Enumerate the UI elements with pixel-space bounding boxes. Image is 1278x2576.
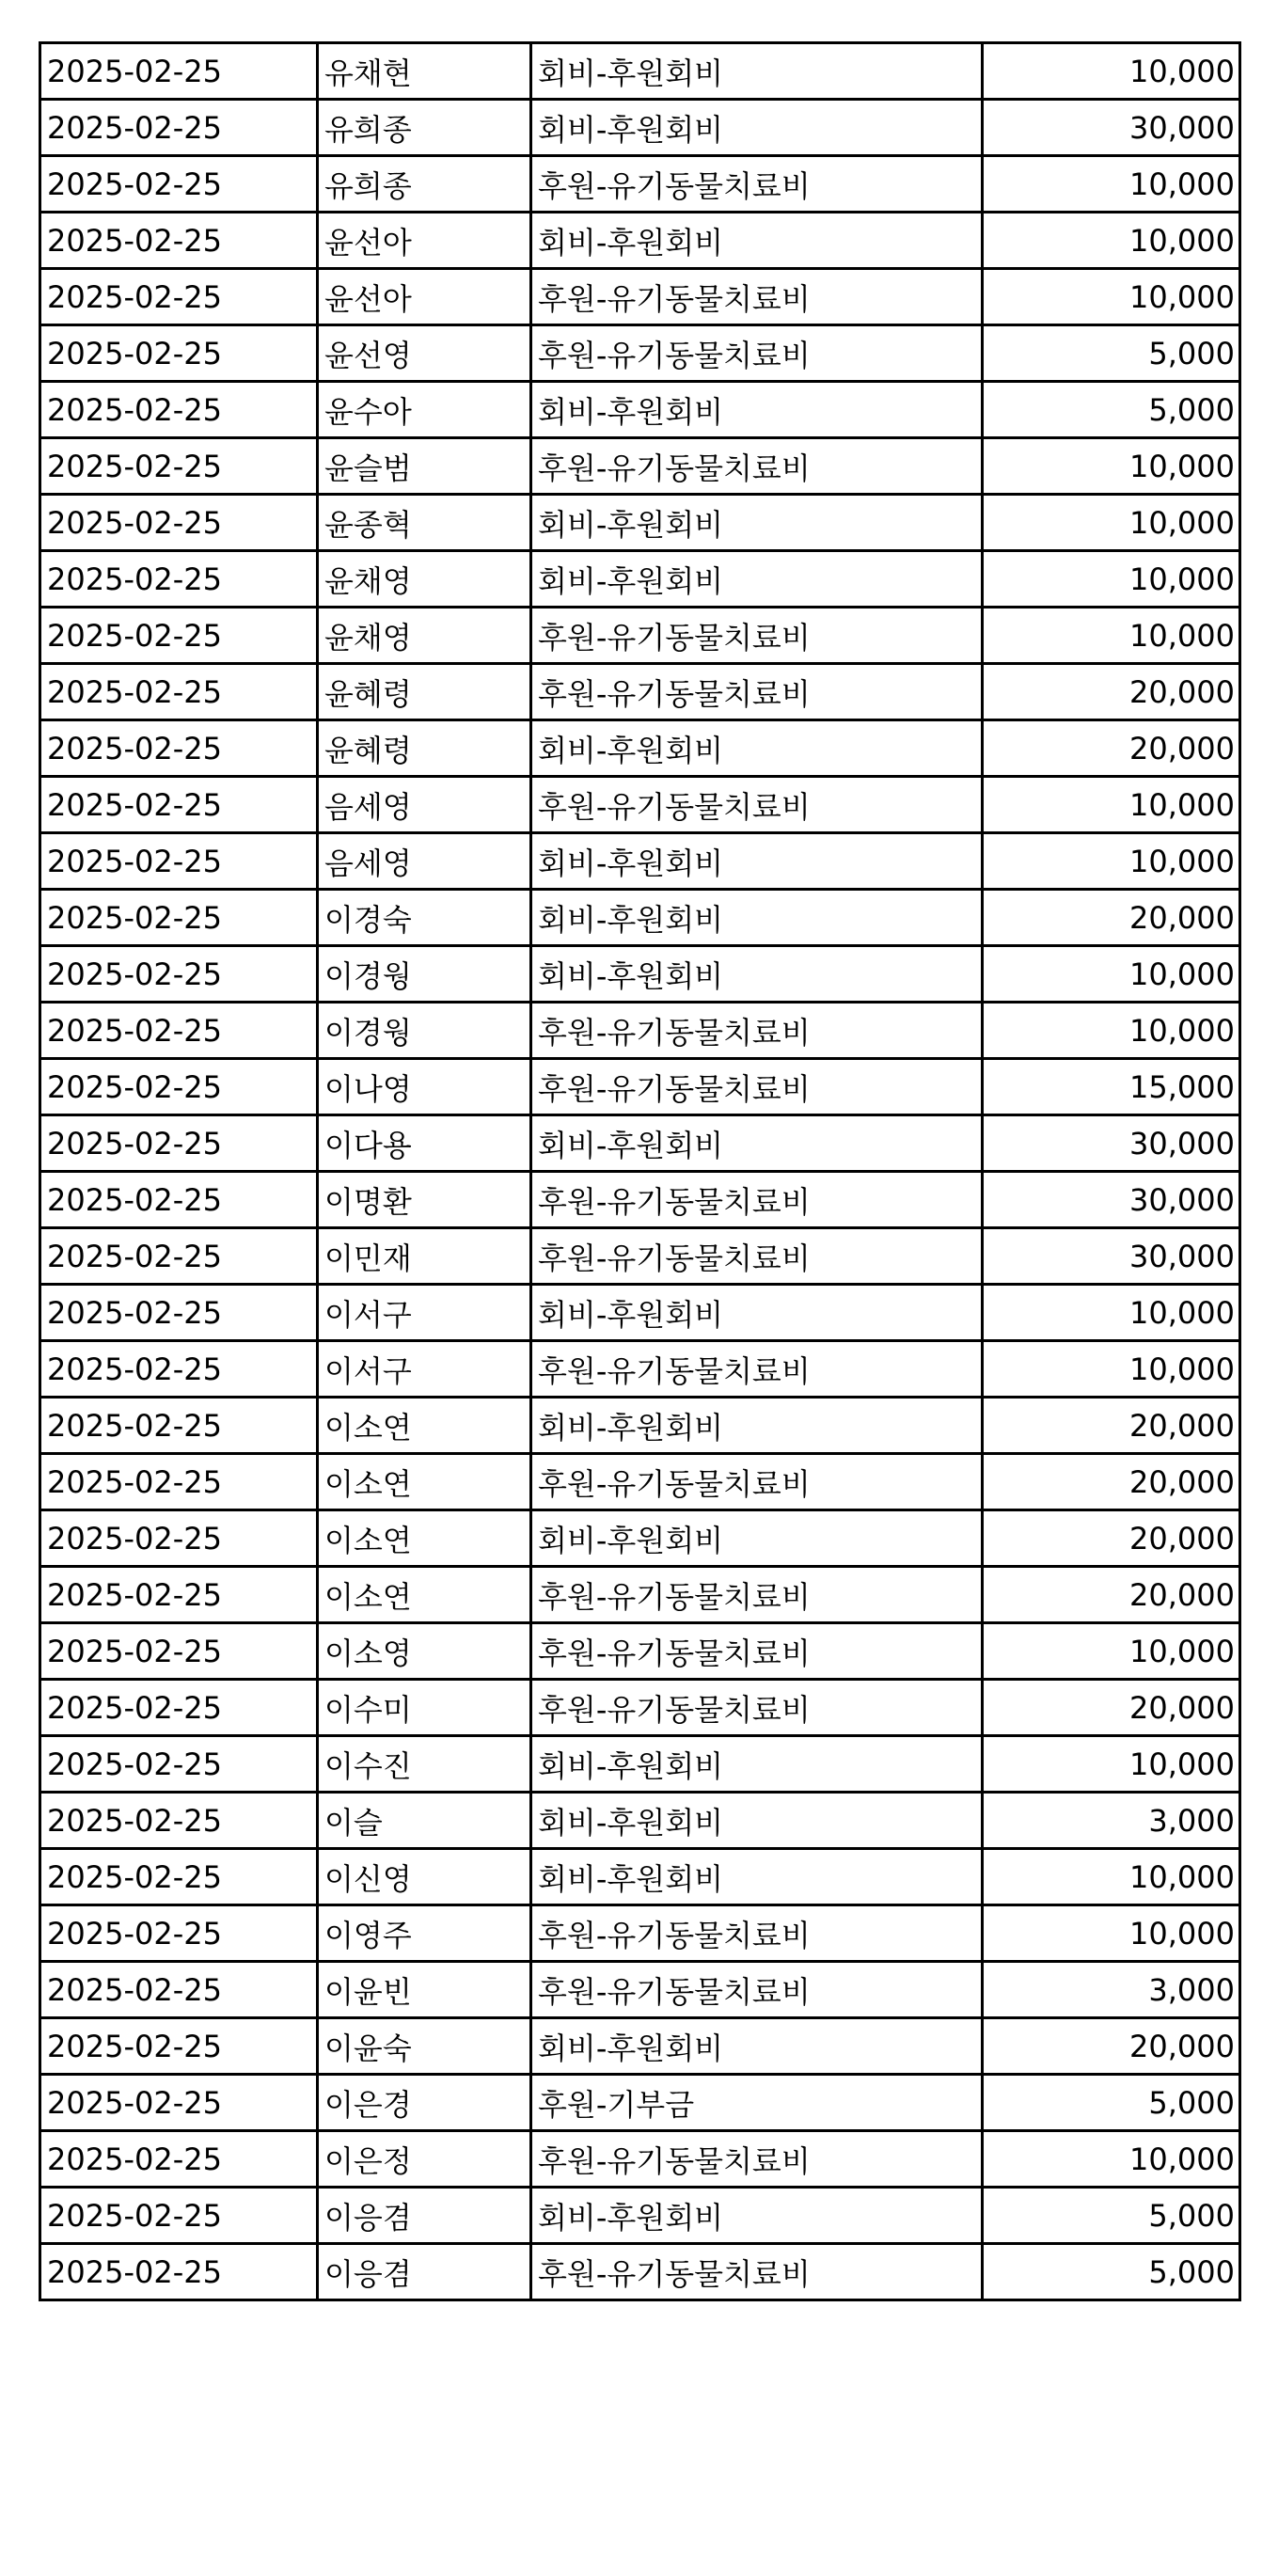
category-cell: 후원-유기동물치료비 — [531, 1680, 983, 1736]
category-cell: 후원-유기동물치료비 — [531, 1623, 983, 1680]
table-row — [40, 664, 1240, 720]
amount-cell: 10,000 — [983, 43, 1240, 100]
category-cell: 회비-후원회비 — [531, 1510, 983, 1567]
name-cell: 이민재 — [318, 1228, 531, 1285]
amount-cell: 10,000 — [983, 2131, 1240, 2188]
date-cell: 2025-02-25 — [40, 1623, 318, 1680]
name-cell: 이신영 — [318, 1849, 531, 1905]
date-cell: 2025-02-25 — [40, 2018, 318, 2075]
name-cell: 윤혜령 — [318, 664, 531, 720]
name-cell: 윤종혁 — [318, 495, 531, 551]
category-cell: 후원-유기동물치료비 — [531, 1905, 983, 1962]
category-cell: 후원-유기동물치료비 — [531, 1567, 983, 1623]
amount-cell: 30,000 — [983, 100, 1240, 156]
category-cell: 회비-후원회비 — [531, 100, 983, 156]
category-cell: 회비-후원회비 — [531, 1115, 983, 1172]
category-cell: 후원-유기동물치료비 — [531, 1059, 983, 1115]
date-cell: 2025-02-25 — [40, 1962, 318, 2018]
category-cell: 회비-후원회비 — [531, 2018, 983, 2075]
date-cell: 2025-02-25 — [40, 1793, 318, 1849]
donation-ledger-table — [39, 41, 1241, 2301]
date-cell: 2025-02-25 — [40, 551, 318, 608]
category-cell: 회비-후원회비 — [531, 382, 983, 438]
name-cell: 음세영 — [318, 777, 531, 833]
category-cell: 회비-후원회비 — [531, 1285, 983, 1341]
category-cell: 후원-유기동물치료비 — [531, 2244, 983, 2300]
table-row — [40, 1567, 1240, 1623]
date-cell: 2025-02-25 — [40, 1228, 318, 1285]
amount-cell: 10,000 — [983, 1736, 1240, 1793]
date-cell: 2025-02-25 — [40, 1510, 318, 1567]
table-row — [40, 1905, 1240, 1962]
category-cell: 회비-후원회비 — [531, 43, 983, 100]
name-cell: 윤슬범 — [318, 438, 531, 495]
category-cell: 후원-유기동물치료비 — [531, 608, 983, 664]
name-cell: 이슬 — [318, 1793, 531, 1849]
date-cell: 2025-02-25 — [40, 1059, 318, 1115]
amount-cell: 20,000 — [983, 720, 1240, 777]
name-cell: 이응겸 — [318, 2188, 531, 2244]
date-cell: 2025-02-25 — [40, 1736, 318, 1793]
amount-cell: 10,000 — [983, 833, 1240, 890]
amount-cell: 15,000 — [983, 1059, 1240, 1115]
category-cell: 후원-유기동물치료비 — [531, 325, 983, 382]
name-cell: 이소연 — [318, 1567, 531, 1623]
name-cell: 이경숙 — [318, 890, 531, 946]
amount-cell: 10,000 — [983, 1341, 1240, 1398]
table-row — [40, 1793, 1240, 1849]
table-row — [40, 1059, 1240, 1115]
table-row — [40, 551, 1240, 608]
category-cell: 후원-유기동물치료비 — [531, 2131, 983, 2188]
category-cell: 회비-후원회비 — [531, 1849, 983, 1905]
name-cell: 이은정 — [318, 2131, 531, 2188]
category-cell: 회비-후원회비 — [531, 2188, 983, 2244]
date-cell: 2025-02-25 — [40, 890, 318, 946]
amount-cell: 10,000 — [983, 495, 1240, 551]
category-cell: 후원-유기동물치료비 — [531, 664, 983, 720]
table-row — [40, 325, 1240, 382]
table-row — [40, 2244, 1240, 2300]
name-cell: 이소연 — [318, 1398, 531, 1454]
table-row — [40, 1849, 1240, 1905]
category-cell: 회비-후원회비 — [531, 1736, 983, 1793]
table-row — [40, 100, 1240, 156]
category-cell: 회비-후원회비 — [531, 495, 983, 551]
date-cell: 2025-02-25 — [40, 325, 318, 382]
amount-cell: 10,000 — [983, 213, 1240, 269]
table-row — [40, 833, 1240, 890]
amount-cell: 5,000 — [983, 382, 1240, 438]
category-cell: 후원-유기동물치료비 — [531, 1454, 983, 1510]
category-cell: 후원-유기동물치료비 — [531, 1341, 983, 1398]
table-row — [40, 777, 1240, 833]
table-row — [40, 1510, 1240, 1567]
date-cell: 2025-02-25 — [40, 495, 318, 551]
table-row — [40, 1003, 1240, 1059]
name-cell: 유희종 — [318, 156, 531, 213]
table-row — [40, 1341, 1240, 1398]
amount-cell: 10,000 — [983, 608, 1240, 664]
table-row — [40, 1285, 1240, 1341]
amount-cell: 20,000 — [983, 2018, 1240, 2075]
name-cell: 이경웡 — [318, 1003, 531, 1059]
name-cell: 이소영 — [318, 1623, 531, 1680]
date-cell: 2025-02-25 — [40, 777, 318, 833]
amount-cell: 5,000 — [983, 2075, 1240, 2131]
amount-cell: 10,000 — [983, 1623, 1240, 1680]
amount-cell: 20,000 — [983, 1398, 1240, 1454]
amount-cell: 20,000 — [983, 1454, 1240, 1510]
date-cell: 2025-02-25 — [40, 2131, 318, 2188]
date-cell: 2025-02-25 — [40, 269, 318, 325]
category-cell: 회비-후원회비 — [531, 720, 983, 777]
category-cell: 후원-기부금 — [531, 2075, 983, 2131]
amount-cell: 10,000 — [983, 777, 1240, 833]
table-row — [40, 1623, 1240, 1680]
date-cell: 2025-02-25 — [40, 1398, 318, 1454]
table-row — [40, 2075, 1240, 2131]
amount-cell: 10,000 — [983, 1849, 1240, 1905]
date-cell: 2025-02-25 — [40, 1341, 318, 1398]
table-row — [40, 2018, 1240, 2075]
date-cell: 2025-02-25 — [40, 2244, 318, 2300]
table-row — [40, 946, 1240, 1003]
date-cell: 2025-02-25 — [40, 213, 318, 269]
date-cell: 2025-02-25 — [40, 43, 318, 100]
date-cell: 2025-02-25 — [40, 2075, 318, 2131]
amount-cell: 30,000 — [983, 1115, 1240, 1172]
table-row — [40, 2131, 1240, 2188]
name-cell: 이응겸 — [318, 2244, 531, 2300]
table-row — [40, 2188, 1240, 2244]
name-cell: 이다용 — [318, 1115, 531, 1172]
name-cell: 윤채영 — [318, 551, 531, 608]
category-cell: 회비-후원회비 — [531, 890, 983, 946]
date-cell: 2025-02-25 — [40, 1172, 318, 1228]
name-cell: 유희종 — [318, 100, 531, 156]
amount-cell: 20,000 — [983, 890, 1240, 946]
name-cell: 이은경 — [318, 2075, 531, 2131]
category-cell: 회비-후원회비 — [531, 1793, 983, 1849]
date-cell: 2025-02-25 — [40, 1285, 318, 1341]
amount-cell: 10,000 — [983, 269, 1240, 325]
amount-cell: 3,000 — [983, 1962, 1240, 2018]
category-cell: 회비-후원회비 — [531, 833, 983, 890]
name-cell: 이소연 — [318, 1510, 531, 1567]
name-cell: 이서구 — [318, 1285, 531, 1341]
category-cell: 회비-후원회비 — [531, 1398, 983, 1454]
name-cell: 음세영 — [318, 833, 531, 890]
table-row — [40, 1172, 1240, 1228]
category-cell: 후원-유기동물치료비 — [531, 1228, 983, 1285]
table-row — [40, 495, 1240, 551]
date-cell: 2025-02-25 — [40, 100, 318, 156]
table-row — [40, 1962, 1240, 2018]
amount-cell: 20,000 — [983, 1680, 1240, 1736]
amount-cell: 10,000 — [983, 551, 1240, 608]
name-cell: 이나영 — [318, 1059, 531, 1115]
category-cell: 회비-후원회비 — [531, 213, 983, 269]
date-cell: 2025-02-25 — [40, 382, 318, 438]
name-cell: 이영주 — [318, 1905, 531, 1962]
name-cell: 유채현 — [318, 43, 531, 100]
name-cell: 윤선아 — [318, 269, 531, 325]
date-cell: 2025-02-25 — [40, 946, 318, 1003]
amount-cell: 20,000 — [983, 1567, 1240, 1623]
category-cell: 후원-유기동물치료비 — [531, 156, 983, 213]
category-cell: 후원-유기동물치료비 — [531, 777, 983, 833]
table-row — [40, 438, 1240, 495]
table-row — [40, 213, 1240, 269]
table-row — [40, 890, 1240, 946]
table-row — [40, 720, 1240, 777]
date-cell: 2025-02-25 — [40, 833, 318, 890]
amount-cell: 30,000 — [983, 1172, 1240, 1228]
date-cell: 2025-02-25 — [40, 1454, 318, 1510]
name-cell: 이윤빈 — [318, 1962, 531, 2018]
category-cell: 후원-유기동물치료비 — [531, 438, 983, 495]
table-row — [40, 43, 1240, 100]
amount-cell: 10,000 — [983, 946, 1240, 1003]
category-cell: 후원-유기동물치료비 — [531, 1003, 983, 1059]
amount-cell: 5,000 — [983, 2244, 1240, 2300]
date-cell: 2025-02-25 — [40, 2188, 318, 2244]
amount-cell: 10,000 — [983, 1905, 1240, 1962]
category-cell: 후원-유기동물치료비 — [531, 269, 983, 325]
table-row — [40, 156, 1240, 213]
date-cell: 2025-02-25 — [40, 664, 318, 720]
name-cell: 윤혜령 — [318, 720, 531, 777]
amount-cell: 20,000 — [983, 664, 1240, 720]
name-cell: 윤채영 — [318, 608, 531, 664]
name-cell: 이소연 — [318, 1454, 531, 1510]
date-cell: 2025-02-25 — [40, 608, 318, 664]
amount-cell: 3,000 — [983, 1793, 1240, 1849]
name-cell: 이수진 — [318, 1736, 531, 1793]
name-cell: 이수미 — [318, 1680, 531, 1736]
date-cell: 2025-02-25 — [40, 438, 318, 495]
ledger-body — [40, 43, 1240, 2300]
name-cell: 이서구 — [318, 1341, 531, 1398]
date-cell: 2025-02-25 — [40, 1905, 318, 1962]
date-cell: 2025-02-25 — [40, 1680, 318, 1736]
date-cell: 2025-02-25 — [40, 1849, 318, 1905]
category-cell: 후원-유기동물치료비 — [531, 1172, 983, 1228]
amount-cell: 10,000 — [983, 1285, 1240, 1341]
name-cell: 이윤숙 — [318, 2018, 531, 2075]
table-row — [40, 1228, 1240, 1285]
name-cell: 이경웡 — [318, 946, 531, 1003]
amount-cell: 10,000 — [983, 1003, 1240, 1059]
date-cell: 2025-02-25 — [40, 1567, 318, 1623]
table-row — [40, 608, 1240, 664]
table-row — [40, 269, 1240, 325]
name-cell: 윤수아 — [318, 382, 531, 438]
amount-cell: 10,000 — [983, 438, 1240, 495]
name-cell: 윤선아 — [318, 213, 531, 269]
table-row — [40, 382, 1240, 438]
table-row — [40, 1398, 1240, 1454]
table-row — [40, 1736, 1240, 1793]
category-cell: 회비-후원회비 — [531, 551, 983, 608]
name-cell: 윤선영 — [318, 325, 531, 382]
amount-cell: 5,000 — [983, 2188, 1240, 2244]
table-row — [40, 1115, 1240, 1172]
amount-cell: 30,000 — [983, 1228, 1240, 1285]
category-cell: 후원-유기동물치료비 — [531, 1962, 983, 2018]
date-cell: 2025-02-25 — [40, 1003, 318, 1059]
category-cell: 회비-후원회비 — [531, 946, 983, 1003]
date-cell: 2025-02-25 — [40, 1115, 318, 1172]
amount-cell: 10,000 — [983, 156, 1240, 213]
name-cell: 이명환 — [318, 1172, 531, 1228]
table-row — [40, 1680, 1240, 1736]
date-cell: 2025-02-25 — [40, 720, 318, 777]
amount-cell: 20,000 — [983, 1510, 1240, 1567]
date-cell: 2025-02-25 — [40, 156, 318, 213]
amount-cell: 5,000 — [983, 325, 1240, 382]
table-row — [40, 1454, 1240, 1510]
